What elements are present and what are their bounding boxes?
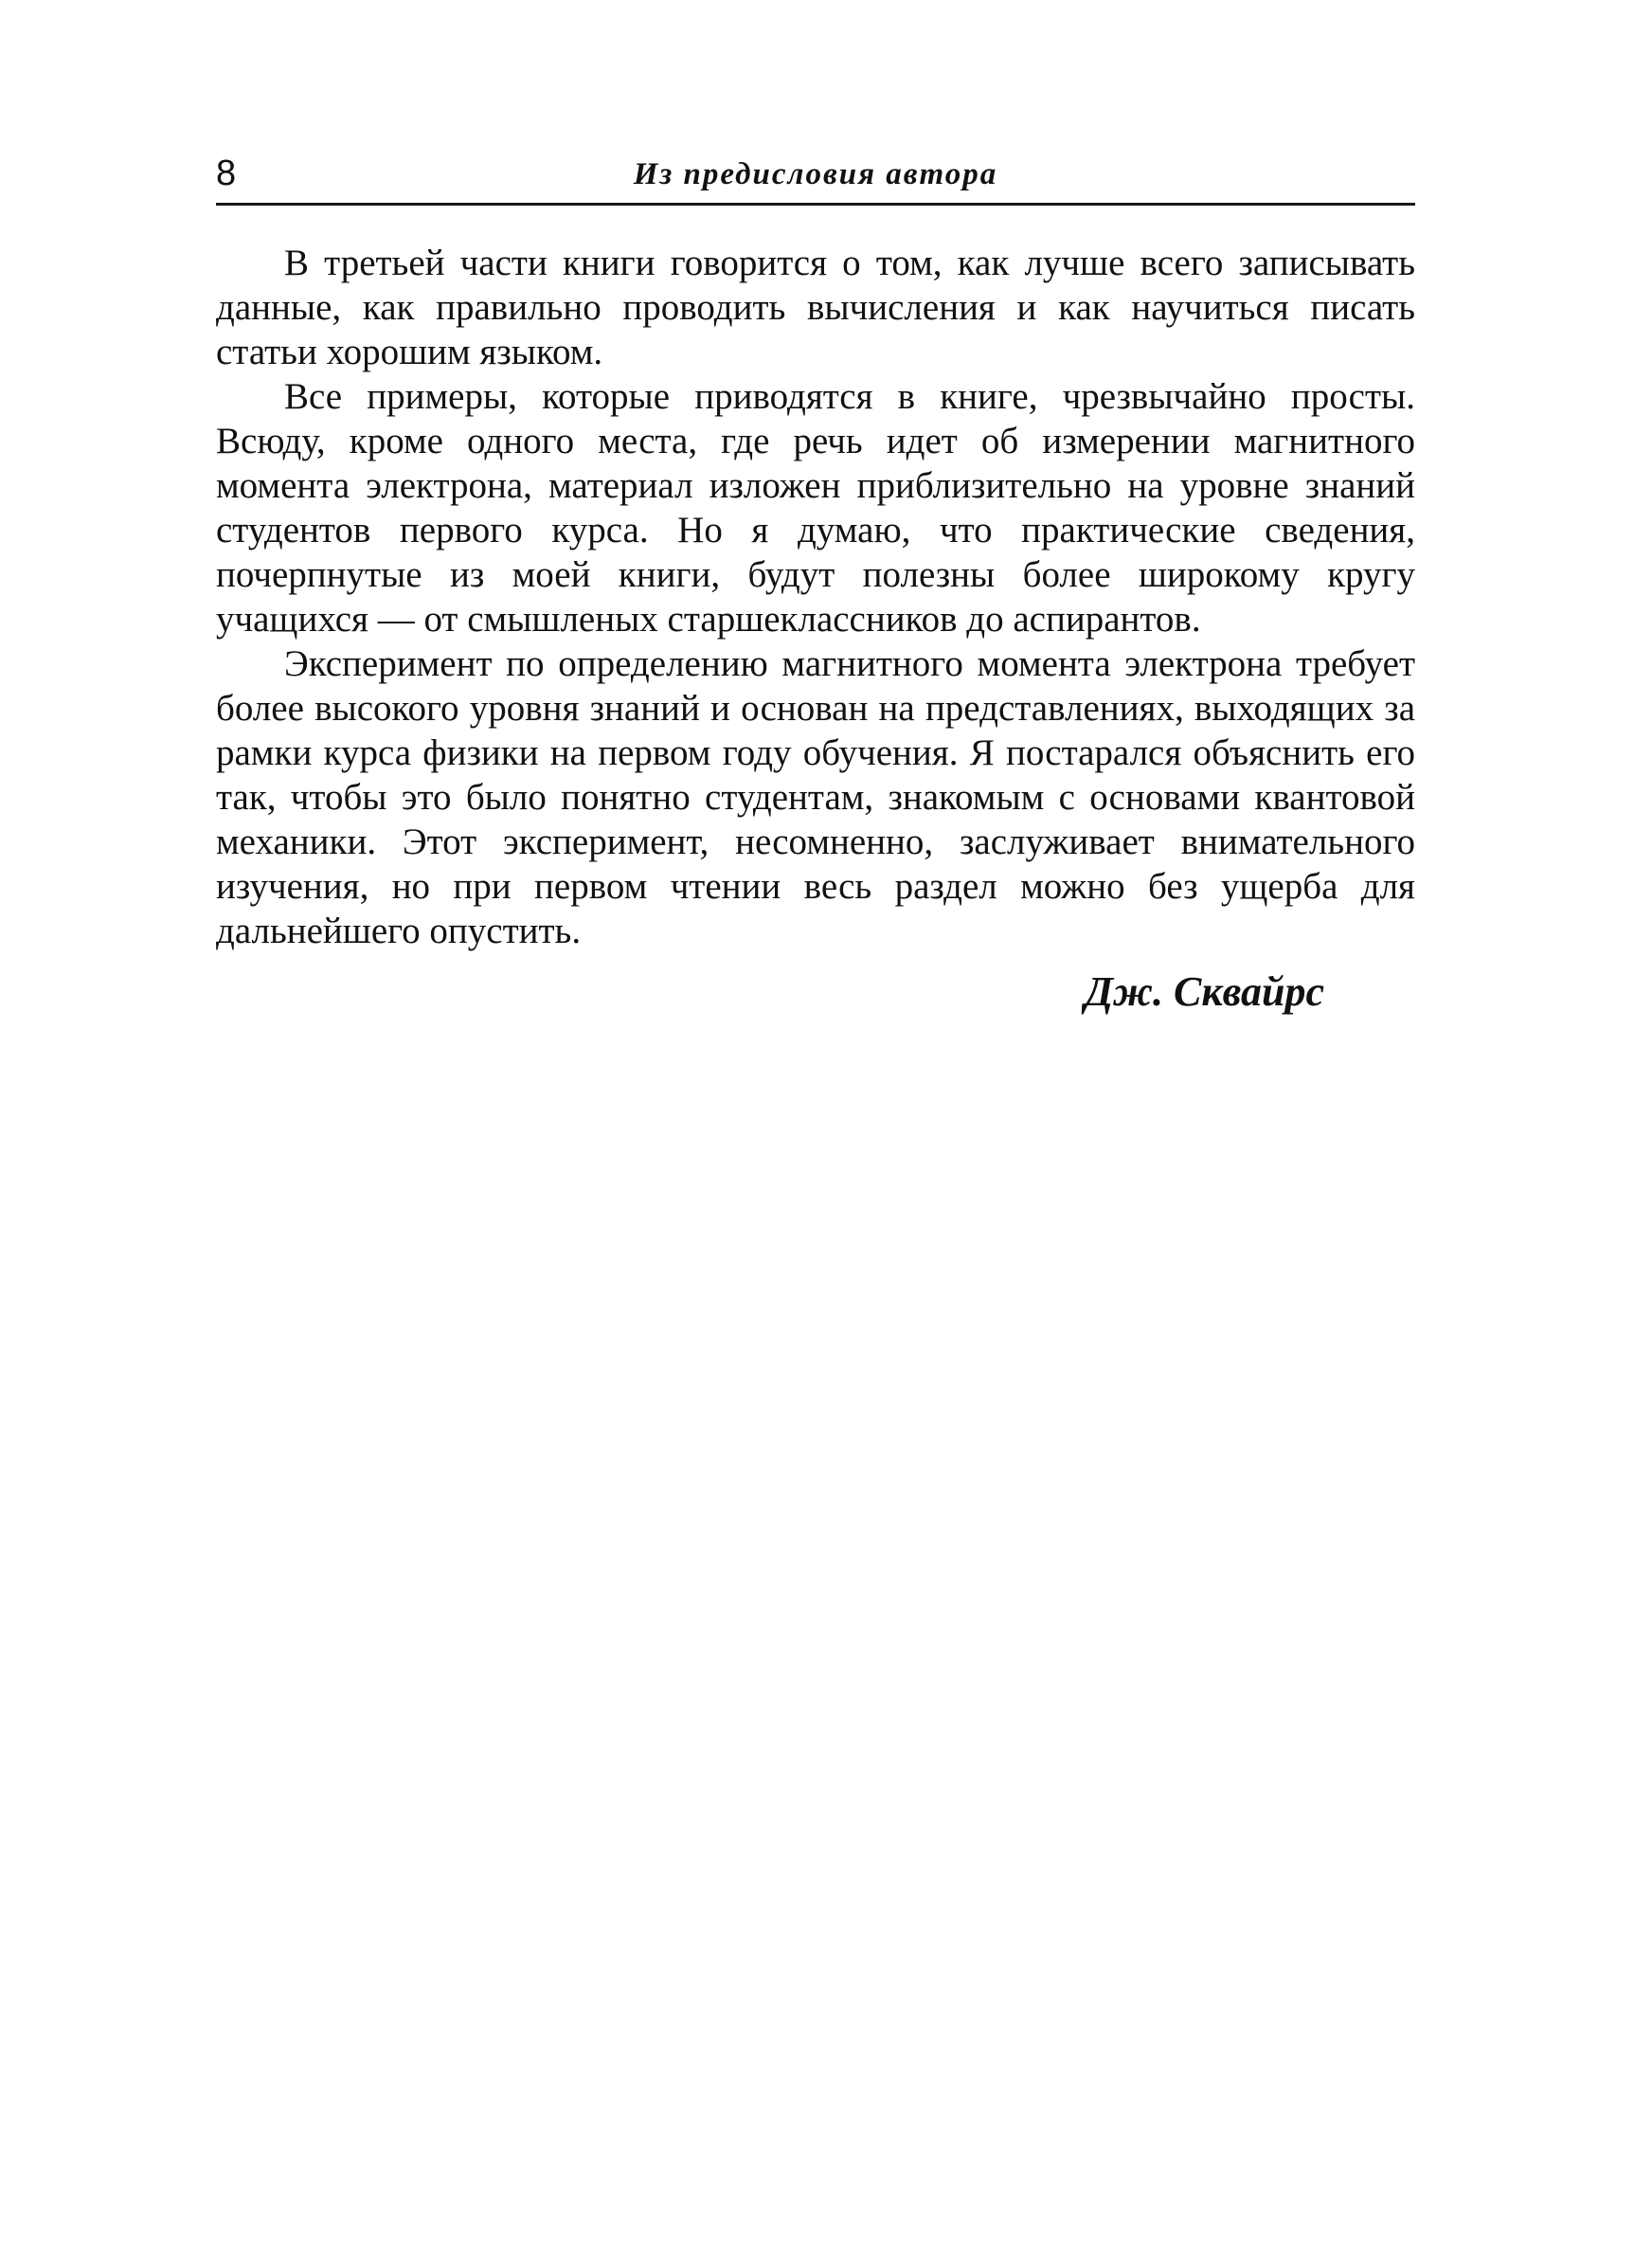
- page-number: 8: [216, 153, 237, 193]
- header-rule: [216, 203, 1415, 206]
- paragraph-1: В третьей части книги говорится о том, как лучше всего записывать данные, как правильно проводить вычисления и как научиться писать статьи хорошим языком.: [216, 243, 1415, 372]
- paragraph-3: Эксперимент по определению магнитного момента электрона требует более высокого уровня знаний и основан на представлениях, выходящих за рамки курса физики на первом году обучения. Я постарался объяснить его так, чтобы это было понятно студентам, знакомым с основами квантовой механики. Этот эксперимент, несомненно, заслуживает внимательного изучения, но при первом чтении весь раздел можно без ущерба для дальнейшего опустить.: [216, 643, 1415, 951]
- author-signature: Дж. Сквайрс: [1085, 968, 1324, 1015]
- paragraph-2: Все примеры, которые приводятся в книге, чрезвычайно просты. Всюду, кроме одного места, где речь идет об измерении магнитного момента электрона, материал изложен приблизительно на уровне знаний студентов первого курса. Но я думаю, что практические сведения, почерпнутые из моей книги, будут полезны более широкому кругу учащихся — от смышленых старшеклассников до аспирантов.: [216, 376, 1415, 640]
- running-head: [216, 150, 1415, 203]
- running-title: Из предисловия автора: [633, 157, 998, 191]
- body-text: [216, 241, 1415, 1018]
